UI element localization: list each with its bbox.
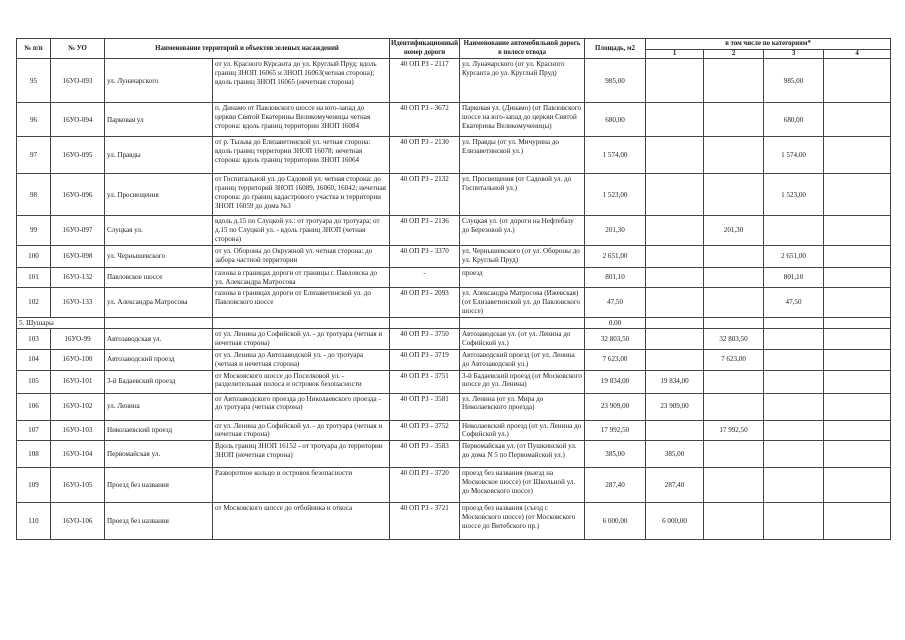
row-road-name: 3-й Бадаевский проезд (от Московского шоссе до ул. Ленина) xyxy=(460,370,585,393)
row-code: 16УО-99 xyxy=(51,329,105,350)
row-cat-3: 985,00 xyxy=(764,59,824,103)
row-cat-1 xyxy=(646,350,704,371)
row-name: Проезд без названия xyxy=(105,468,213,503)
row-area: 32 803,50 xyxy=(585,329,646,350)
row-num: 96 xyxy=(17,103,51,137)
row-cat-2 xyxy=(704,393,764,420)
row-location: от Госпитальной ул. до Садовой ул. четная сторона: до границ территорий ЗНОП 16089, 16060, 16042; нечетная сторона: до границ кадастрового участка и территории ЗНОП 16059 до дома №3 xyxy=(213,174,390,216)
row-name: ул. Ленина xyxy=(105,393,213,420)
row-cat-4 xyxy=(824,288,891,317)
row-cat-3: 2 651,00 xyxy=(764,245,824,267)
row-num: 105 xyxy=(17,370,51,393)
row-name: Автозаводская ул. xyxy=(105,329,213,350)
row-area: 19 834,00 xyxy=(585,370,646,393)
row-cat-2 xyxy=(704,59,764,103)
row-num: 95 xyxy=(17,59,51,103)
row-num: 101 xyxy=(17,267,51,288)
row-cat-3: 680,00 xyxy=(764,103,824,137)
row-code: 16УО-096 xyxy=(51,174,105,216)
row-location: вдоль д.15 по Слуцкой ул.: от тротуара до тротуара; от д.15 по Слуцкой ул. - вдоль границ ЗНОП (четная сторона) xyxy=(213,216,390,245)
row-area: 680,00 xyxy=(585,103,646,137)
row-cat-1: 19 834,00 xyxy=(646,370,704,393)
row-location: от Автозаводского проезда до Николаевского проезда - до тротуара (четная сторона) xyxy=(213,393,390,420)
row-num: 97 xyxy=(17,137,51,174)
row-cat-4 xyxy=(824,441,891,468)
row-cat-3 xyxy=(764,329,824,350)
row-location: от Московского шоссе до отбойника и откоса xyxy=(213,503,390,540)
row-name: ул. Просвещения xyxy=(105,174,213,216)
row-road-name: Парковая ул. (Динамо) (от Павловского шоссе на юго-запад до церкви Святой Екатерины Великомученицы) xyxy=(460,103,585,137)
row-num: 100 xyxy=(17,245,51,267)
col-header-name: Наименование территорий и объектов зеленых насаждений xyxy=(105,39,390,59)
row-cat-1 xyxy=(646,216,704,245)
row-cat-4 xyxy=(824,137,891,174)
col-header-road-name: Наименование автомобильной дорогь в полосе отвода xyxy=(460,39,585,59)
row-road-id: 40 ОП РЗ - 3672 xyxy=(390,103,460,137)
col-header-cat-1: 1 xyxy=(646,50,704,59)
row-cat-2: 32 803,50 xyxy=(704,329,764,350)
row-location: от ул. Обороны до Окружной ул. четная сторона: до забора частной территории xyxy=(213,245,390,267)
row-cat-2 xyxy=(704,288,764,317)
row-road-id: 40 ОП РЗ - 2130 xyxy=(390,137,460,174)
row-road-name: ул. Александра Матросова (Ижевская) (от Елизаветинской ул. до Павловского шоссе) xyxy=(460,288,585,317)
row-road-id: 40 ОП РЗ - 2093 xyxy=(390,288,460,317)
section-area: 0,00 xyxy=(585,317,646,329)
row-name: Слуцкая ул. xyxy=(105,216,213,245)
table-row xyxy=(17,370,891,393)
row-location: п. Динамо от Павловского шоссе на юго-запад до церкви Святой Екатерины Великомученицы четная сторона: вдоль границ территории ЗНОП 16084 xyxy=(213,103,390,137)
row-location: Вдоль границ ЗНОП 16152 - от тротуара до территории ЗНОП (нечетная сторона) xyxy=(213,441,390,468)
row-cat-1: 287,40 xyxy=(646,468,704,503)
row-area: 23 909,00 xyxy=(585,393,646,420)
row-name: ул. Луначарского xyxy=(105,59,213,103)
row-road-name: проезд xyxy=(460,267,585,288)
table-row xyxy=(17,329,891,350)
row-road-name: проезд без названия (съезд с Московского шоссе) (от Московского шоссе до Витебского пр.) xyxy=(460,503,585,540)
row-name: 3-й Бадаевский проезд xyxy=(105,370,213,393)
table-row xyxy=(17,288,891,317)
row-cat-2 xyxy=(704,468,764,503)
table-row xyxy=(17,441,891,468)
row-cat-3: 801,10 xyxy=(764,267,824,288)
row-cat-1: 385,00 xyxy=(646,441,704,468)
table-body-pushkin xyxy=(17,59,891,317)
table-row xyxy=(17,350,891,371)
row-code: 16УО-093 xyxy=(51,59,105,103)
row-cat-3: 1 523,00 xyxy=(764,174,824,216)
green-spaces-table xyxy=(16,38,891,540)
row-cat-2 xyxy=(704,503,764,540)
row-cat-1 xyxy=(646,174,704,216)
row-cat-2 xyxy=(704,103,764,137)
row-road-name: ул. Ленина (от ул. Мира до Николаевского проезда) xyxy=(460,393,585,420)
row-code: 16УО-094 xyxy=(51,103,105,137)
row-road-name: Слуцкая ул. (от дороги на Нефтебазу до Березовой ул.) xyxy=(460,216,585,245)
row-code: 16УО-132 xyxy=(51,267,105,288)
row-cat-4 xyxy=(824,103,891,137)
row-cat-4 xyxy=(824,370,891,393)
row-road-name: ул. Луначарского (от ул. Красного Курсанта до ул. Круглый Пруд) xyxy=(460,59,585,103)
row-cat-3 xyxy=(764,420,824,441)
row-code: 16УО-133 xyxy=(51,288,105,317)
row-road-id: 40 ОП РЗ - 3751 xyxy=(390,370,460,393)
section-shushary xyxy=(17,317,891,329)
row-num: 108 xyxy=(17,441,51,468)
table-row xyxy=(17,420,891,441)
row-name: Автозаводский проезд xyxy=(105,350,213,371)
row-road-name: Автозаводский проезд (от ул. Ленина до Автозаводской ул.) xyxy=(460,350,585,371)
col-header-cat-4: 4 xyxy=(824,50,891,59)
row-cat-2: 7 623,00 xyxy=(704,350,764,371)
row-location: от ул. Ленина до Софийской ул. - до тротуара (четная и нечетная сторона) xyxy=(213,420,390,441)
row-code: 16УО-103 xyxy=(51,420,105,441)
row-cat-2 xyxy=(704,245,764,267)
row-cat-1 xyxy=(646,137,704,174)
row-cat-4 xyxy=(824,420,891,441)
row-cat-4 xyxy=(824,174,891,216)
table-row xyxy=(17,503,891,540)
row-cat-3: 1 574,00 xyxy=(764,137,824,174)
row-road-id: 40 ОП РЗ - 3583 xyxy=(390,441,460,468)
row-road-name: ул. Правды (от ул. Мичурина до Елизаветинской ул.) xyxy=(460,137,585,174)
row-cat-4 xyxy=(824,329,891,350)
row-code: 16УО-102 xyxy=(51,393,105,420)
row-road-id: 40 ОП РЗ - 2117 xyxy=(390,59,460,103)
row-cat-3 xyxy=(764,350,824,371)
row-cat-4 xyxy=(824,468,891,503)
row-cat-4 xyxy=(824,267,891,288)
row-cat-1: 6 000,00 xyxy=(646,503,704,540)
row-name: Николаевский проезд xyxy=(105,420,213,441)
row-num: 102 xyxy=(17,288,51,317)
row-cat-3 xyxy=(764,370,824,393)
row-name: Проезд без названия xyxy=(105,503,213,540)
table-row xyxy=(17,174,891,216)
table-row xyxy=(17,393,891,420)
row-road-name: ул. Чернышевского (от ул. Обороны до ул. Круглый Пруд) xyxy=(460,245,585,267)
table-row xyxy=(17,245,891,267)
col-header-num: № п/п xyxy=(17,39,51,59)
row-location: от р. Тызьва до Елизаветинской ул. четная сторона: вдоль границ территории ЗНОП 16078; нечетная сторона: вдоль границ территории ЗНОП 16064 xyxy=(213,137,390,174)
row-road-id: 40 ОП РЗ - 3719 xyxy=(390,350,460,371)
row-cat-4 xyxy=(824,216,891,245)
table-row xyxy=(17,216,891,245)
section-row xyxy=(17,317,891,329)
row-road-name: ул. Просвещения (от Садовой ул. до Госпитальной ул.) xyxy=(460,174,585,216)
row-num: 110 xyxy=(17,503,51,540)
table-row xyxy=(17,103,891,137)
row-cat-4 xyxy=(824,350,891,371)
row-cat-3 xyxy=(764,216,824,245)
table-row xyxy=(17,137,891,174)
row-area: 7 623,00 xyxy=(585,350,646,371)
row-name: Первомайская ул. xyxy=(105,441,213,468)
row-cat-1: 23 909,00 xyxy=(646,393,704,420)
row-name: ул. Правды xyxy=(105,137,213,174)
table-body-shushary xyxy=(17,329,891,540)
row-cat-2 xyxy=(704,174,764,216)
row-area: 287,40 xyxy=(585,468,646,503)
row-area: 6 000,00 xyxy=(585,503,646,540)
row-code: 16УО-100 xyxy=(51,350,105,371)
col-header-cat-2: 2 xyxy=(704,50,764,59)
row-cat-4 xyxy=(824,393,891,420)
row-road-id: 40 ОП РЗ - 3720 xyxy=(390,468,460,503)
row-location: газоны в границах дороги от Елизаветинской ул. до Павловского шоссе xyxy=(213,288,390,317)
row-road-name: Николаевский проезд (от ул. Ленина до Софийской ул.) xyxy=(460,420,585,441)
row-code: 16УО-097 xyxy=(51,216,105,245)
row-road-id: 40 ОП РЗ - 3721 xyxy=(390,503,460,540)
row-cat-3: 47,50 xyxy=(764,288,824,317)
row-cat-1 xyxy=(646,103,704,137)
row-area: 801,10 xyxy=(585,267,646,288)
table-row xyxy=(17,59,891,103)
row-cat-2 xyxy=(704,137,764,174)
table-row xyxy=(17,468,891,503)
row-area: 1 523,00 xyxy=(585,174,646,216)
col-header-cat-3: 3 xyxy=(764,50,824,59)
col-header-road-id: Идентификационный номер дороги xyxy=(390,39,460,59)
row-name: Парковая ул xyxy=(105,103,213,137)
row-road-id: 40 ОП РЗ - 3581 xyxy=(390,393,460,420)
row-name: ул. Чернышевского xyxy=(105,245,213,267)
table-row xyxy=(17,267,891,288)
row-code: 16УО-095 xyxy=(51,137,105,174)
row-name: Павловское шоссе xyxy=(105,267,213,288)
row-location: газоны в границах дороги от границы г. Павловска до ул. Александра Матросова xyxy=(213,267,390,288)
row-area: 385,00 xyxy=(585,441,646,468)
row-cat-2 xyxy=(704,370,764,393)
row-num: 104 xyxy=(17,350,51,371)
row-road-name: проезд без названия (выезд на Московское шоссе) (от Школьной ул. до Московского шоссе) xyxy=(460,468,585,503)
row-location: Разворотное кольцо и островок безопасности xyxy=(213,468,390,503)
row-name: ул. Александра Матросова xyxy=(105,288,213,317)
row-cat-4 xyxy=(824,59,891,103)
row-code: 16УО-104 xyxy=(51,441,105,468)
col-header-area: Площадь, м2 xyxy=(585,39,646,59)
row-code: 16УО-101 xyxy=(51,370,105,393)
row-road-name: Автозаводская ул. (от ул. Ленина до Софийской ул.) xyxy=(460,329,585,350)
row-cat-1 xyxy=(646,329,704,350)
row-cat-2: 201,30 xyxy=(704,216,764,245)
row-code: 16УО-098 xyxy=(51,245,105,267)
row-code: 16УО-106 xyxy=(51,503,105,540)
row-road-id: 40 ОП РЗ - 3752 xyxy=(390,420,460,441)
row-cat-1 xyxy=(646,420,704,441)
row-area: 201,30 xyxy=(585,216,646,245)
row-cat-3 xyxy=(764,503,824,540)
row-location: от ул. Ленина до Софийской ул. - до тротуара (четная и нечетная сторона) xyxy=(213,329,390,350)
row-area: 2 651,00 xyxy=(585,245,646,267)
row-cat-3 xyxy=(764,468,824,503)
row-cat-4 xyxy=(824,503,891,540)
row-cat-1 xyxy=(646,245,704,267)
col-header-categories: в том числе по категориям* xyxy=(646,39,891,50)
row-cat-1 xyxy=(646,288,704,317)
row-cat-1 xyxy=(646,59,704,103)
row-area: 17 992,50 xyxy=(585,420,646,441)
row-cat-2 xyxy=(704,267,764,288)
row-road-id: 40 ОП РЗ - 3370 xyxy=(390,245,460,267)
row-cat-3 xyxy=(764,441,824,468)
row-num: 109 xyxy=(17,468,51,503)
row-location: от Московского шоссе до Поселковой ул. - разделительная полоса и островок безопасности xyxy=(213,370,390,393)
row-cat-4 xyxy=(824,245,891,267)
row-cat-2 xyxy=(704,441,764,468)
col-header-code: № УО xyxy=(51,39,105,59)
row-num: 103 xyxy=(17,329,51,350)
row-road-id: 40 ОП РЗ - 2132 xyxy=(390,174,460,216)
row-num: 99 xyxy=(17,216,51,245)
row-code: 16УО-105 xyxy=(51,468,105,503)
row-cat-3 xyxy=(764,393,824,420)
row-road-id: 40 ОП РЗ - 3750 xyxy=(390,329,460,350)
row-cat-2: 17 992,50 xyxy=(704,420,764,441)
row-cat-1 xyxy=(646,267,704,288)
section-title: 5. Шушары xyxy=(17,317,105,329)
row-num: 106 xyxy=(17,393,51,420)
row-location: от ул. Красного Курсанта до ул. Круглый Пруд: вдоль границ ЗНОП 16065 и ЗНОП 16063(четная сторона); вдоль границ ЗНОП 16065 (нечетная сторона) xyxy=(213,59,390,103)
row-num: 107 xyxy=(17,420,51,441)
row-location: от ул. Ленина до Автозаводской ул. - до тротуара (четная и нечетная сторона) xyxy=(213,350,390,371)
row-road-id: - xyxy=(390,267,460,288)
row-area: 47,50 xyxy=(585,288,646,317)
row-area: 1 574,00 xyxy=(585,137,646,174)
row-road-name: Первомайская ул. (от Пушкинской ул. до дома N 5 по Первомайской ул.) xyxy=(460,441,585,468)
row-area: 985,00 xyxy=(585,59,646,103)
row-road-id: 40 ОП РЗ - 2136 xyxy=(390,216,460,245)
row-num: 98 xyxy=(17,174,51,216)
